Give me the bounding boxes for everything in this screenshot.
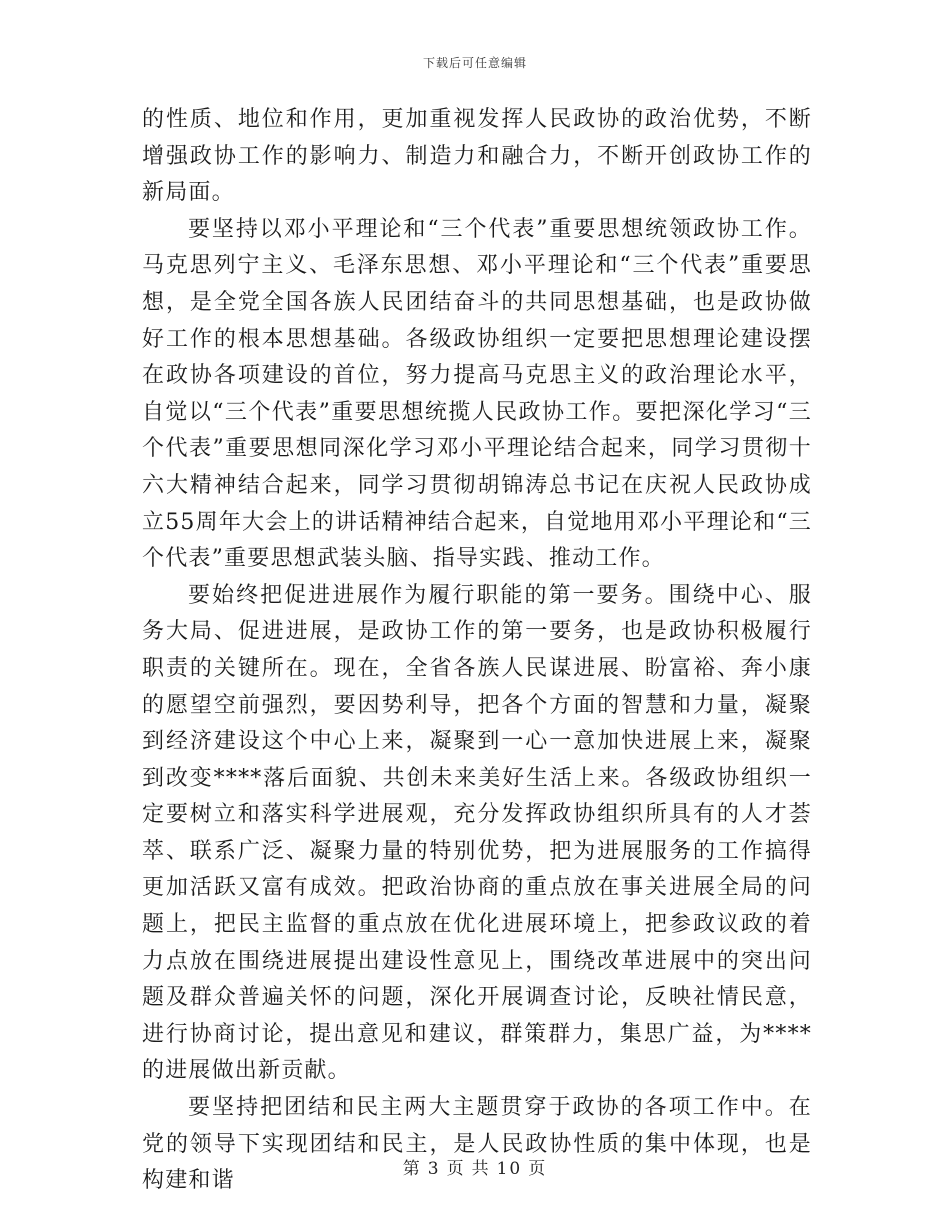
footer-total-pages: 10 (496, 1159, 523, 1179)
footer-total-word: 共 (471, 1159, 491, 1179)
paragraph-unity-democracy: 要坚持把团结和民主两大主题贯穿于政协的各项工作中。在党的领导下实现团结和民主，是人民政协性质的集中体现，也是构建和谐 (142, 1095, 812, 1194)
paragraph-development: 要始终把促进进展作为履行职能的第一要务。围绕中心、服务大局、促进进展，是政协工作的第一要务，也是政协积极履行职责的关键所在。现在，全省各族人民谋进展、盼富裕、奔小康的愿望空前强烈，要因势利导，把各个方面的智慧和力量，凝聚到经济建设这个中心上来，凝聚到一心一意加快进展上来，凝聚到改变****落后面貌、共创未来美好生活上来。各级政协组织一定要树立和落实科学进展观，充分发挥政协组织所具有的人才荟萃、联系广泛、凝聚力量的特别优势，把为进展服务的工作搞得更加活跃又富有成效。把政治协商的重点放在事关进展全局的问题上，把民主监督的重点放在优化进展环境上，把参政议政的着力点放在围绕进展提出建设性意见上，围绕改革进展中的突出问题及群众普遍关怀的问题，深化开展调查讨论，反映社情民意，进行协商讨论，提出意见和建议，群策群力，集思广益，为****的进展做出新贡献。 (142, 582, 812, 1084)
footer-current-page: 3 (427, 1159, 441, 1179)
page-header-note: 下载后可任意编辑 (422, 56, 527, 70)
footer-suffix: 页 (528, 1159, 548, 1179)
paragraph-continuation: 的性质、地位和作用，更加重视发挥人民政协的政治优势，不断增强政协工作的影响力、制造力和融合力，不断开创政协工作的新局面。 (142, 107, 812, 206)
paragraph-theory: 要坚持以邓小平理论和“三个代表”重要思想统领政协工作。马克思列宁主义、毛泽东思想、邓小平理论和“三个代表”重要思想，是全党全国各族人民团结奋斗的共同思想基础，也是政协做好工作的根本思想基础。各级政协组织一定要把思想理论建设摆在政协各项建设的首位，努力提高马克思主义的政治理论水平，自觉以“三个代表”重要思想统揽人民政协工作。要把深化学习“三个代表”重要思想同深化学习邓小平理论结合起来，同学习贯彻十六大精神结合起来，同学习贯彻胡锦涛总书记在庆祝人民政协成立55周年大会上的讲话精神结合起来，自觉地用邓小平理论和“三个代表”重要思想武装头脑、指导实践、推动工作。 (142, 216, 812, 572)
footer-page-word: 页 (446, 1159, 466, 1179)
document-body (142, 102, 812, 1200)
page-number-footer (0, 1154, 950, 1179)
footer-prefix: 第 (402, 1159, 422, 1179)
